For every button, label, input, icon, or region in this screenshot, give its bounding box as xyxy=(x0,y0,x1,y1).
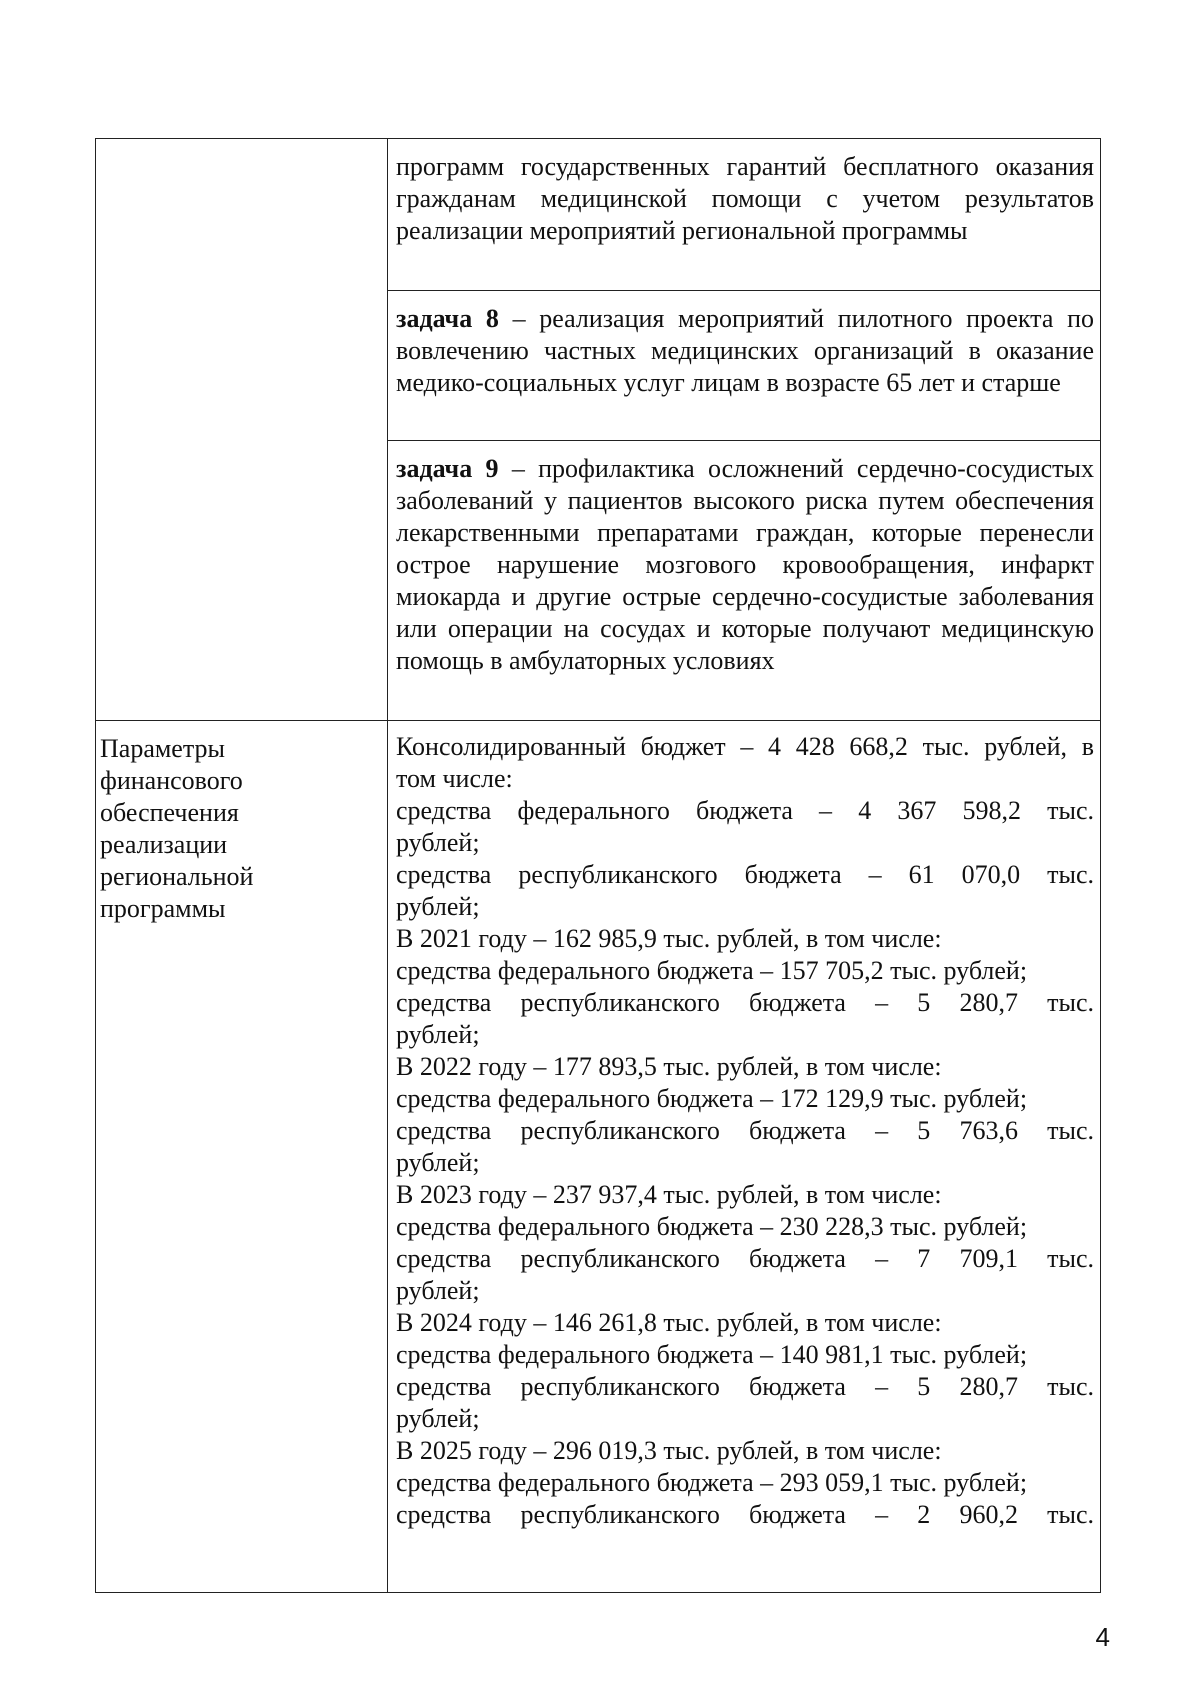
finance-line: В 2023 году – 237 937,4 тыс. рублей, в том числе: xyxy=(396,1180,942,1209)
task9-description: – профилактика осложнений сердечно-сосудистых заболеваний у пациентов высокого риска путем обеспечения лекарственными препаратами граждан, которые перенесли острое нарушение мозгового кровообращения, инфаркт миокарда и другие острые сердечно-сосудистые заболевания или операции на сосудах и которые получают медицинскую помощь в амбулаторных условиях xyxy=(396,454,1094,675)
finance-heading-line: региональной xyxy=(100,862,254,891)
page-number: 4 xyxy=(1095,1622,1110,1652)
finance-line: средства федерального бюджета – 172 129,9 тыс. рублей; xyxy=(396,1084,1028,1113)
finance-line: рублей; xyxy=(396,1276,480,1305)
finance-line: рублей; xyxy=(396,892,480,921)
finance-line: Консолидированный бюджет – 4 428 668,2 тыс. рублей, в xyxy=(396,732,1094,761)
finance-line: В 2021 году – 162 985,9 тыс. рублей, в том числе: xyxy=(396,924,942,953)
task9-label: задача 9 xyxy=(396,454,499,483)
finance-heading-line: обеспечения xyxy=(100,798,239,827)
right-cell-task8 xyxy=(388,291,1101,441)
finance-line: средства федерального бюджета – 293 059,1 тыс. рублей; xyxy=(396,1468,1028,1497)
finance-line: рублей; xyxy=(396,828,480,857)
task8-description: – реализация мероприятий пилотного проекта по вовлечению частных медицинских организаций в оказание медико-социальных услуг лицам в возрасте 65 лет и старше xyxy=(396,304,1094,397)
finance-line: средства республиканского бюджета – 7 709,1 тыс. xyxy=(396,1244,1094,1273)
finance-line: средства федерального бюджета – 157 705,2 тыс. рублей; xyxy=(396,956,1028,985)
right-cell-task9 xyxy=(388,441,1101,721)
finance-line: В 2025 году – 296 019,3 тыс. рублей, в том числе: xyxy=(396,1436,942,1465)
right-cell-finance xyxy=(388,721,1101,1593)
finance-line: средства республиканского бюджета – 5 280,7 тыс. xyxy=(396,988,1094,1017)
finance-line: В 2022 году – 177 893,5 тыс. рублей, в том числе: xyxy=(396,1052,942,1081)
finance-line: средства федерального бюджета – 230 228,3 тыс. рублей; xyxy=(396,1212,1028,1241)
right-cell-continuation xyxy=(388,139,1101,291)
finance-line: том числе: xyxy=(396,764,513,793)
finance-line: средства федерального бюджета – 4 367 598,2 тыс. xyxy=(396,796,1094,825)
table-row xyxy=(96,139,1101,291)
continuation-text: программ государственных гарантий бесплатного оказания гражданам медицинской помощи с учетом результатов реализации мероприятий региональной программы xyxy=(396,152,1094,245)
finance-heading xyxy=(96,721,387,925)
finance-line: В 2024 году – 146 261,8 тыс. рублей, в том числе: xyxy=(396,1308,942,1337)
finance-line: средства республиканского бюджета – 5 280,7 тыс. xyxy=(396,1372,1094,1401)
table-row xyxy=(96,721,1101,1593)
finance-heading-line: программы xyxy=(100,894,226,923)
finance-line: рублей; xyxy=(396,1020,480,1049)
finance-line: средства республиканского бюджета – 61 070,0 тыс. xyxy=(396,860,1094,889)
finance-line: рублей; xyxy=(396,1404,480,1433)
finance-line: средства республиканского бюджета – 2 960,2 тыс. xyxy=(396,1500,1094,1529)
left-cell-empty xyxy=(96,139,388,721)
task8-label: задача 8 xyxy=(396,304,499,333)
finance-line: средства республиканского бюджета – 5 763,6 тыс. xyxy=(396,1116,1094,1145)
finance-heading-line: Параметры xyxy=(100,734,225,763)
task9-text xyxy=(388,441,1100,687)
finance-heading-line: реализации xyxy=(100,830,228,859)
task8-text xyxy=(388,291,1100,409)
finance-line: средства федерального бюджета – 140 981,1 тыс. рублей; xyxy=(396,1340,1028,1369)
finance-details xyxy=(388,721,1100,1531)
finance-heading-line: финансового xyxy=(100,766,243,795)
finance-line: рублей; xyxy=(396,1148,480,1177)
left-cell-finance-heading xyxy=(96,721,388,1593)
program-passport-table xyxy=(95,138,1101,1593)
